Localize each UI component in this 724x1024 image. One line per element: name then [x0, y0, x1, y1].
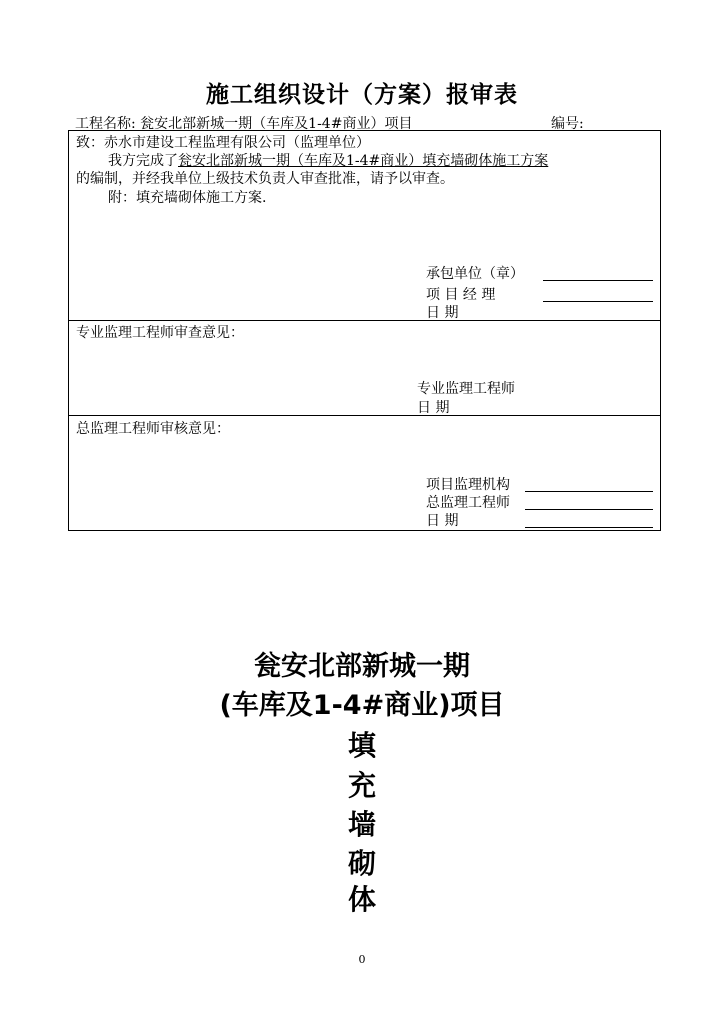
- supervision-org-line: [525, 477, 653, 492]
- supervision-org-label: 项目监理机构: [426, 477, 510, 493]
- para-prefix: 我方完成了: [108, 153, 178, 169]
- chief-engineer-line: [525, 495, 653, 510]
- attachment-line: 附：填充墙砌体施工方案.: [108, 190, 267, 206]
- contractor-sign-line: [543, 266, 653, 281]
- divider-2: [69, 415, 660, 416]
- cover-char-5: 体: [347, 883, 376, 916]
- divider-1: [69, 320, 660, 321]
- cover-char-1: 填: [347, 729, 376, 762]
- date-line-1: [543, 306, 636, 321]
- engineer-sign-label: 专业监理工程师: [417, 381, 515, 397]
- submission-paragraph-line2: 的编制，并经我单位上级技术负责人审查批准，请予以审查。: [76, 171, 454, 187]
- date-label-1: 日 期: [426, 305, 459, 321]
- chief-review-heading: 总监理工程师审核意见：: [76, 421, 230, 437]
- addressee-line: 致：赤水市建设工程监理有限公司（监理单位）: [76, 135, 370, 151]
- pm-sign-line: [543, 287, 653, 302]
- cover-char-3: 墙: [347, 808, 376, 841]
- submission-paragraph-line1: [108, 152, 548, 170]
- project-name: 工程名称: 瓮安北部新城一期（车库及1-4#商业）项目: [75, 116, 413, 132]
- date-label-2: 日 期: [417, 400, 450, 416]
- cover-char-4: 砌: [347, 847, 376, 880]
- date-label-3: 日 期: [426, 513, 459, 529]
- date-line-3: [525, 513, 653, 528]
- cover-title-line1: 瓮安北部新城一期: [254, 651, 470, 682]
- form-title: 施工组织设计（方案）报审表: [206, 82, 518, 108]
- contractor-sign: [426, 265, 524, 283]
- plan-name-underlined: 瓮安北部新城一期（车库及1-4#商业）填充墙砌体施工方案: [178, 153, 549, 169]
- approval-table: [68, 130, 661, 531]
- engineer-review-heading: 专业监理工程师审查意见：: [76, 325, 244, 341]
- cover-char-2: 充: [347, 769, 376, 802]
- pm-label: 项 目 经 理: [426, 287, 496, 303]
- cover-title-line2: (车库及1-4#商业)项目: [219, 690, 505, 721]
- form-number-label: 编号:: [551, 116, 584, 132]
- contractor-label: 承包单位（章）: [426, 266, 524, 282]
- chief-engineer-label: 总监理工程师: [426, 495, 510, 511]
- page-number: 0: [358, 953, 366, 966]
